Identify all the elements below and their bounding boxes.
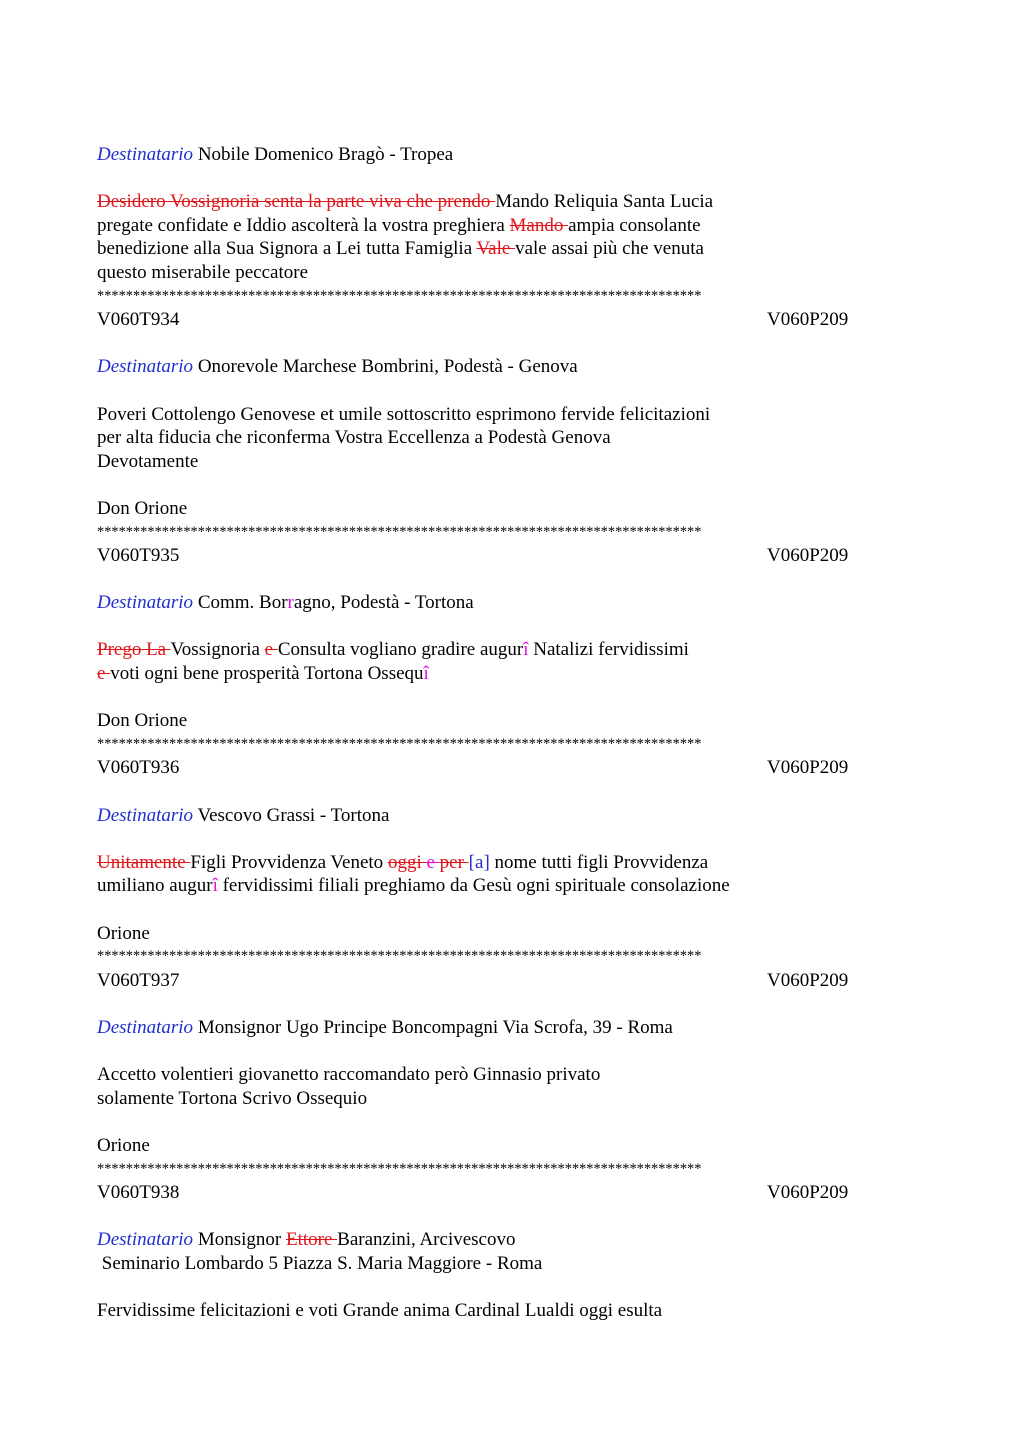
body-text: ampia consolante (568, 214, 701, 236)
body-line (97, 214, 927, 238)
id-row (97, 969, 927, 993)
id-row (97, 308, 927, 332)
recipient-name: Onorevole Marchese Bombrini, Podestà - Genova (197, 356, 578, 378)
document-page (97, 143, 927, 1323)
separator: ************************************************************************************ (97, 287, 702, 304)
body-text: vale assai più che venuta (515, 238, 704, 260)
page-id: V060P209 (767, 1182, 849, 1204)
separator: ************************************************************************************ (97, 948, 702, 965)
id-row (97, 756, 927, 780)
body-line (97, 237, 927, 261)
signature: Don Orione (97, 497, 188, 519)
recipient-line (97, 1016, 927, 1040)
deleted-text: Vale (476, 238, 516, 260)
recipient-name: Monsignor Ugo Principe Boncompagni Via Scrofa, 39 - Roma (197, 1016, 673, 1038)
deleted-text: Prego La (97, 639, 171, 661)
recipient-name: Vescovo Grassi - Tortona (197, 804, 390, 826)
recipient-line (97, 355, 927, 379)
deleted-text: e (264, 639, 278, 661)
page-id: V060P209 (767, 969, 849, 991)
body-line: Accetto volentieri giovanetto raccomandato però Ginnasio privato (97, 1064, 601, 1086)
signature: Orione (97, 1134, 150, 1156)
body-line: per alta fiducia che riconferma Vostra Eccellenza a Podestà Genova (97, 427, 611, 449)
document-id: V060T934 (97, 309, 180, 331)
document-id: V060T935 (97, 545, 180, 567)
id-row (97, 1181, 927, 1205)
body-line: Poveri Cottolengo Genovese et umile sottoscritto esprimono fervide felicitazioni (97, 403, 711, 425)
page-id: V060P209 (767, 757, 849, 779)
body-line: solamente Tortona Scrivo Ossequio (97, 1087, 368, 1109)
page-id: V060P209 (767, 309, 849, 331)
body-line (97, 638, 927, 662)
body-line: Fervidissime felicitazioni e voti Grande anima Cardinal Lualdi oggi esulta (97, 1300, 663, 1322)
recipient-name: agno, Podestà - Tortona (293, 592, 474, 614)
recipient-name: Baranzini, Arcivescovo (337, 1229, 516, 1251)
separator: ************************************************************************************ (97, 735, 702, 752)
body-line: questo miserabile peccatore (97, 261, 309, 283)
recipient-label: Destinatario (97, 144, 194, 165)
bracket: [ (468, 851, 475, 873)
recipient-name: Monsignor (197, 1229, 286, 1251)
deleted-text: per (439, 851, 469, 873)
recipient-label: Destinatario (97, 1229, 194, 1251)
recipient-label: Destinatario (97, 1016, 194, 1038)
recipient-line (97, 591, 927, 615)
recipient-address: Seminario Lombardo 5 Piazza S. Maria Maggiore - Roma (97, 1252, 543, 1274)
body-text: nome tutti figli Provvidenza (489, 851, 709, 873)
body-line (97, 851, 927, 875)
body-text: benedizione alla Sua Signora a Lei tutta Famiglia (97, 238, 477, 260)
body-line (97, 190, 927, 214)
recipient-name: Nobile Domenico Bragò - Tropea (197, 144, 454, 165)
body-text: pregate confidate e Iddio ascolterà la vostra preghiera (97, 214, 510, 236)
body-line: Devotamente (97, 450, 199, 472)
body-text: umiliano augur (97, 875, 213, 897)
correction-mark: î (423, 663, 429, 685)
deleted-text: Mando (509, 214, 569, 236)
recipient-label: Destinatario (97, 592, 194, 614)
deleted-text: Ettore (285, 1229, 338, 1251)
deleted-text: e (426, 851, 440, 873)
recipient-line (97, 1228, 927, 1252)
body-text: Consulta vogliano gradire augur (277, 639, 524, 661)
page-id: V060P209 (767, 545, 849, 567)
recipient-label: Destinatario (97, 356, 194, 378)
body-text: Figli Provvidenza Veneto (190, 851, 388, 873)
deleted-text: Desidero Vossignoria senta la parte viva che prendo (97, 191, 496, 213)
inserted-text: a (475, 851, 484, 873)
body-text: Mando Reliquia Santa Lucia (495, 191, 714, 213)
correction-mark: î (212, 875, 218, 897)
recipient-line (97, 143, 927, 167)
recipient-line (97, 804, 927, 828)
id-row (97, 544, 927, 568)
bracket: ] (483, 851, 490, 873)
deleted-text: e (97, 663, 111, 685)
document-id: V060T936 (97, 757, 180, 779)
correction-mark: î (523, 639, 529, 661)
recipient-label: Destinatario (97, 804, 194, 826)
deleted-text: oggi (387, 851, 427, 873)
document-id: V060T938 (97, 1182, 180, 1204)
recipient-name: Comm. Bor (197, 592, 288, 614)
body-text: Vossignoria (170, 639, 265, 661)
body-line (97, 662, 927, 686)
body-text: voti ogni bene prosperità Tortona Ossequ (110, 663, 424, 685)
signature: Orione (97, 922, 150, 944)
body-text: fervidissimi filiali preghiamo da Gesù ogni spirituale consolazione (217, 875, 730, 897)
correction-mark: r (287, 592, 294, 614)
document-id: V060T937 (97, 969, 180, 991)
body-line (97, 874, 927, 898)
body-text: Natalizi fervidissimi (528, 639, 689, 661)
separator: ************************************************************************************ (97, 1160, 702, 1177)
signature: Don Orione (97, 710, 188, 732)
deleted-text: Unitamente (97, 851, 191, 873)
separator: ************************************************************************************ (97, 523, 702, 540)
